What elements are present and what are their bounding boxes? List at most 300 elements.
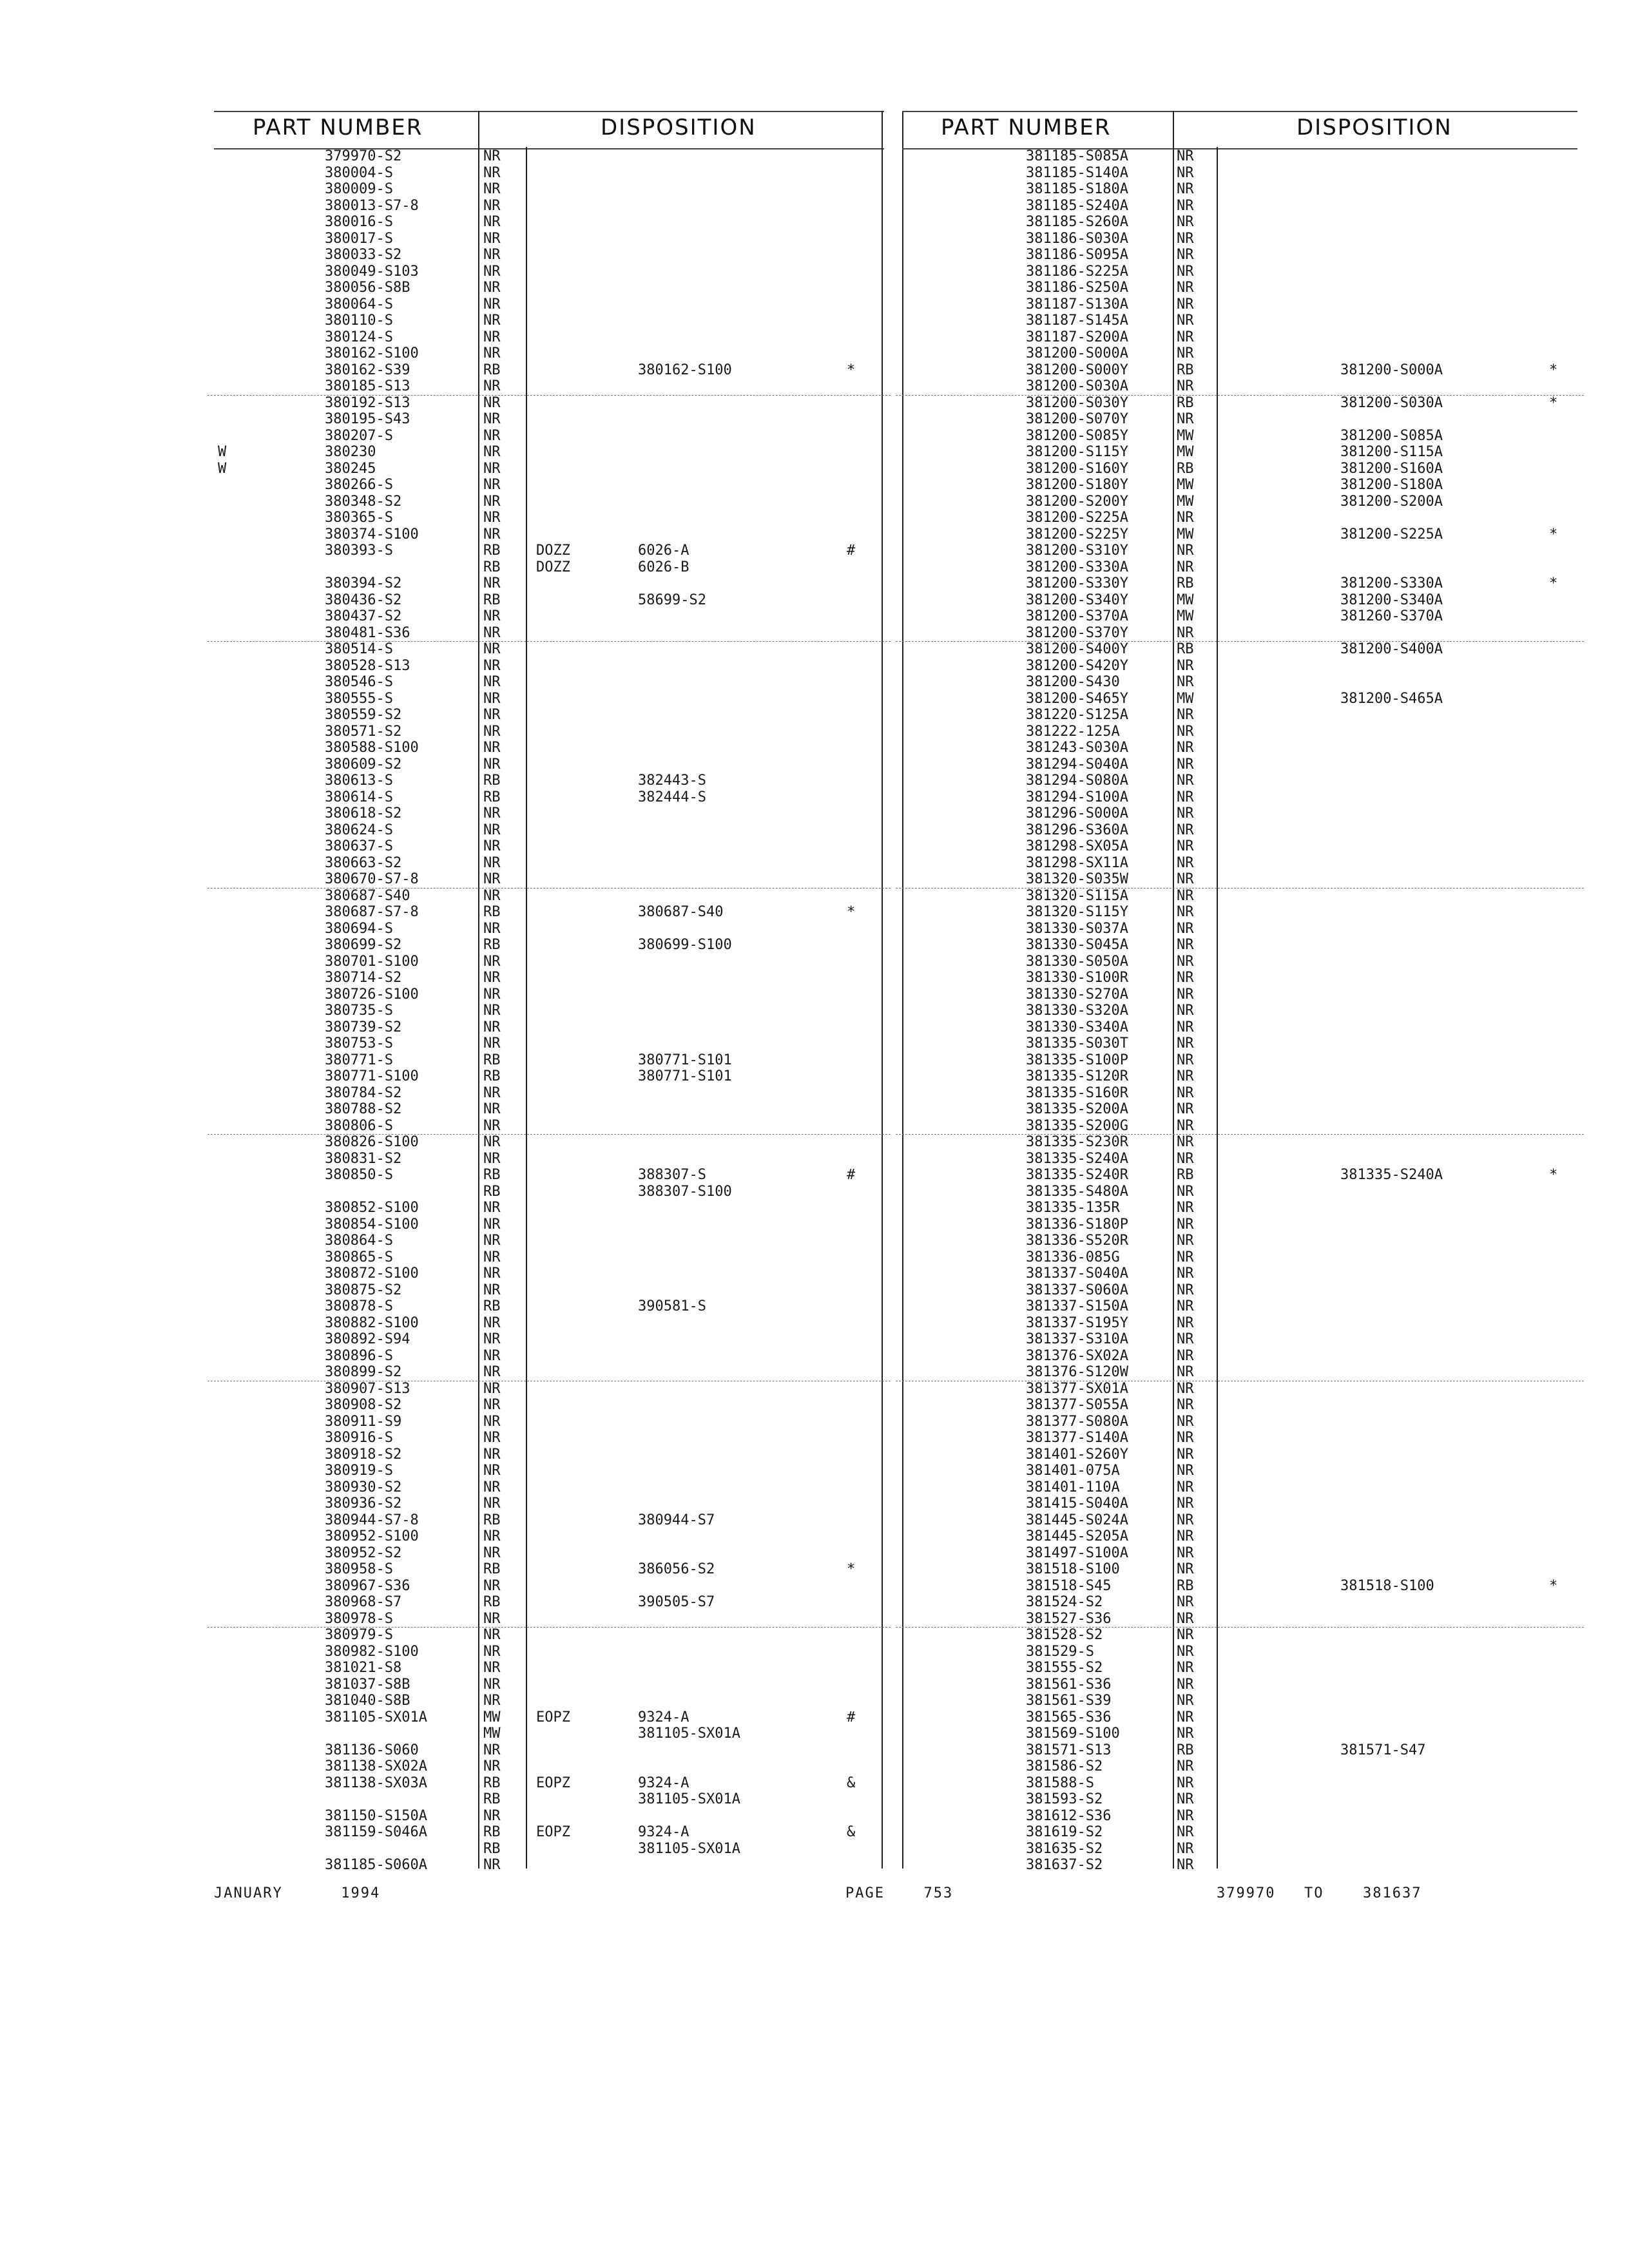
part-number: 380952-S100	[325, 1528, 419, 1544]
disposition-code: NR	[1177, 789, 1194, 805]
part-number: 381200-S030A	[1026, 378, 1128, 394]
table-row	[902, 1068, 1577, 1085]
table-row	[214, 1068, 884, 1085]
table-row	[214, 1118, 884, 1135]
disposition-code: NR	[1177, 411, 1194, 427]
table-row	[214, 280, 884, 296]
table-row	[902, 575, 1577, 592]
disposition-code: NR	[1177, 1183, 1194, 1200]
part-number: 381200-S000A	[1026, 345, 1128, 361]
disposition-code: NR	[483, 345, 501, 361]
table-row	[214, 1791, 884, 1808]
note-mark: *	[1549, 575, 1558, 591]
part-number: 380393-S	[325, 543, 393, 559]
replacement-part: 380944-S7	[638, 1512, 715, 1528]
table-row	[214, 592, 884, 609]
disposition-code: NR	[1177, 247, 1194, 263]
table-row	[214, 362, 884, 379]
table-row	[214, 181, 884, 198]
disposition-code: RB	[483, 1068, 501, 1084]
part-number: 380714-S2	[325, 970, 402, 986]
disposition-code: NR	[1177, 1643, 1194, 1660]
replacement-part: 380162-S100	[638, 361, 732, 378]
part-number: 381187-S130A	[1026, 296, 1128, 312]
part-number: 381445-S205A	[1026, 1528, 1128, 1544]
disposition-code: NR	[483, 214, 501, 230]
part-number: 380555-S	[325, 690, 393, 707]
table-row	[214, 740, 884, 756]
part-number: 381330-S320A	[1026, 1003, 1128, 1019]
part-number: 381136-S060	[325, 1742, 419, 1758]
part-number: 380514-S	[325, 641, 393, 657]
part-number: 380559-S2	[325, 707, 402, 723]
disposition-code: NR	[1177, 1725, 1194, 1742]
table-row	[902, 181, 1577, 198]
table-row	[214, 1200, 884, 1216]
table-row	[902, 1512, 1577, 1529]
replacement-part: 381200-S085A	[1340, 427, 1443, 444]
part-number: 381635-S2	[1026, 1840, 1103, 1857]
replacement-part: 6026-A	[638, 543, 689, 559]
part-number: 380726-S100	[325, 986, 419, 1003]
part-number: 380687-S40	[325, 887, 410, 904]
disposition-code: NR	[483, 1200, 501, 1216]
disposition-subcode: EOPZ	[536, 1824, 570, 1840]
disposition-code: NR	[1177, 197, 1194, 214]
disposition-code: NR	[1177, 1035, 1194, 1052]
disposition-code: NR	[1177, 986, 1194, 1003]
right-disposition-heading: DISPOSITION	[1296, 115, 1452, 140]
disposition-code: NR	[483, 674, 501, 690]
table-row	[902, 1561, 1577, 1578]
table-row	[902, 1824, 1577, 1841]
disposition-code: NR	[483, 1857, 501, 1873]
disposition-code: RB	[1177, 575, 1194, 591]
row-flag: W	[218, 444, 227, 460]
disposition-code: NR	[483, 887, 501, 904]
part-number: 381377-S140A	[1026, 1430, 1128, 1446]
disposition-code: NR	[1177, 1463, 1194, 1479]
note-mark: *	[847, 361, 856, 378]
part-number: 381593-S2	[1026, 1791, 1103, 1807]
part-number: 381377-SX01A	[1026, 1380, 1128, 1397]
table-row	[902, 822, 1577, 839]
part-number: 381200-S310Y	[1026, 543, 1128, 559]
table-row	[214, 1693, 884, 1709]
part-number: 381200-S340Y	[1026, 591, 1128, 608]
table-row	[214, 1414, 884, 1430]
disposition-code: NR	[1177, 805, 1194, 822]
disposition-code: NR	[483, 854, 501, 871]
part-number: 381200-S225A	[1026, 510, 1128, 526]
part-number: 380916-S	[325, 1430, 393, 1446]
part-number: 380878-S	[325, 1298, 393, 1314]
table-row	[902, 691, 1577, 707]
disposition-code: NR	[1177, 1676, 1194, 1693]
table-row	[902, 1594, 1577, 1611]
table-row	[214, 494, 884, 510]
part-number: 381296-S000A	[1026, 805, 1128, 822]
part-number: 380185-S13	[325, 378, 410, 394]
table-row	[902, 543, 1577, 559]
part-number: 380013-S7-8	[325, 197, 419, 214]
part-number: 381376-SX02A	[1026, 1347, 1128, 1364]
table-row	[214, 1725, 884, 1742]
table-row	[902, 888, 1577, 905]
disposition-code: RB	[483, 543, 501, 559]
disposition-code: NR	[483, 970, 501, 986]
disposition-code: MW	[1177, 493, 1194, 510]
table-row	[902, 247, 1577, 264]
part-number: 381401-S260Y	[1026, 1446, 1128, 1463]
disposition-code: NR	[483, 1331, 501, 1347]
disposition-code: NR	[1177, 1791, 1194, 1807]
table-row	[214, 1742, 884, 1759]
table-row	[214, 921, 884, 937]
table-row	[902, 1265, 1577, 1282]
table-row	[214, 641, 884, 658]
table-row	[214, 1857, 884, 1874]
replacement-part: 381260-S370A	[1340, 608, 1443, 624]
disposition-code: NR	[483, 1479, 501, 1495]
table-row	[214, 1315, 884, 1332]
part-number: 381336-085G	[1026, 1249, 1120, 1265]
table-row	[214, 986, 884, 1003]
table-row	[902, 148, 1577, 165]
table-row	[902, 1134, 1577, 1151]
part-number: 380195-S43	[325, 411, 410, 427]
part-number: 380806-S	[325, 1117, 393, 1134]
disposition-code: NR	[483, 1019, 501, 1035]
disposition-code: NR	[1177, 230, 1194, 247]
disposition-code: NR	[1177, 1068, 1194, 1084]
table-row	[214, 575, 884, 592]
part-number: 380701-S100	[325, 953, 419, 970]
part-number: 380624-S	[325, 822, 393, 838]
disposition-code: MW	[1177, 526, 1194, 543]
disposition-code: NR	[483, 1610, 501, 1627]
part-number: 381335-S230R	[1026, 1134, 1128, 1150]
table-row	[214, 1184, 884, 1200]
note-mark: #	[847, 543, 856, 559]
part-number: 380230	[325, 444, 376, 460]
disposition-code: NR	[1177, 773, 1194, 789]
disposition-code: NR	[483, 986, 501, 1003]
replacement-part: 58699-S2	[638, 591, 706, 608]
part-number: 381185-S140A	[1026, 164, 1128, 181]
part-number: 381588-S	[1026, 1774, 1094, 1791]
table-row	[902, 1545, 1577, 1562]
disposition-code: NR	[1177, 1265, 1194, 1282]
part-number: 380192-S13	[325, 394, 410, 411]
part-number: 381518-S100	[1026, 1561, 1120, 1577]
table-row	[902, 789, 1577, 806]
table-row	[214, 658, 884, 675]
part-number: 380907-S13	[325, 1380, 410, 1397]
disposition-code: NR	[483, 378, 501, 394]
part-number: 381555-S2	[1026, 1660, 1103, 1676]
part-number: 381200-S030Y	[1026, 394, 1128, 411]
table-row	[902, 461, 1577, 477]
part-number: 381200-S330Y	[1026, 575, 1128, 591]
row-flag: W	[218, 460, 227, 477]
disposition-code: NR	[483, 1134, 501, 1150]
table-row	[214, 1545, 884, 1562]
disposition-code: NR	[1177, 1249, 1194, 1265]
replacement-part: 381200-S000A	[1340, 361, 1443, 378]
disposition-code: NR	[483, 1742, 501, 1758]
table-row	[214, 707, 884, 724]
table-row	[902, 1035, 1577, 1052]
part-number: 381336-S180P	[1026, 1216, 1128, 1233]
disposition-code: NR	[1177, 1298, 1194, 1314]
table-row	[902, 1742, 1577, 1759]
table-row	[214, 296, 884, 313]
table-row	[214, 1677, 884, 1693]
table-row	[214, 805, 884, 822]
table-row	[214, 345, 884, 362]
replacement-part: 380771-S101	[638, 1052, 732, 1068]
table-row	[214, 1151, 884, 1168]
disposition-code: RB	[483, 1052, 501, 1068]
table-row	[214, 1594, 884, 1611]
table-row	[902, 165, 1577, 182]
part-number: 381185-S180A	[1026, 181, 1128, 197]
part-number: 381243-S030A	[1026, 740, 1128, 756]
disposition-code: NR	[483, 1643, 501, 1660]
note-mark: #	[847, 1709, 856, 1725]
table-row	[902, 970, 1577, 986]
replacement-part: 381105-SX01A	[638, 1791, 740, 1807]
table-row	[214, 198, 884, 215]
disposition-code: NR	[483, 1676, 501, 1693]
part-number: 381335-135R	[1026, 1200, 1120, 1216]
table-row	[902, 724, 1577, 740]
disposition-code: RB	[483, 591, 501, 608]
table-row	[214, 1331, 884, 1348]
disposition-code: NR	[483, 1397, 501, 1413]
disposition-code: NR	[1177, 1413, 1194, 1430]
disposition-code: NR	[1177, 1347, 1194, 1364]
part-number: 381337-S060A	[1026, 1282, 1128, 1298]
disposition-code: NR	[483, 263, 501, 280]
part-number: 381330-S037A	[1026, 920, 1128, 937]
replacement-part: 390505-S7	[638, 1594, 715, 1610]
table-row	[902, 1857, 1577, 1874]
disposition-code: MW	[1177, 608, 1194, 624]
table-row	[902, 214, 1577, 231]
table-row	[214, 378, 884, 395]
part-number: 381320-S115A	[1026, 887, 1128, 904]
disposition-code: NR	[483, 740, 501, 756]
part-number: 380699-S2	[325, 937, 402, 953]
disposition-code: NR	[483, 230, 501, 247]
left-disposition-heading: DISPOSITION	[601, 115, 757, 140]
table-row	[902, 1677, 1577, 1693]
disposition-code: NR	[1177, 1627, 1194, 1643]
part-number: 380739-S2	[325, 1019, 402, 1035]
part-number: 381561-S39	[1026, 1693, 1112, 1709]
table-row	[214, 477, 884, 494]
table-row	[902, 707, 1577, 724]
right-part-number-heading: PART NUMBER	[941, 115, 1112, 140]
part-number: 381528-S2	[1026, 1627, 1103, 1643]
part-number: 380694-S	[325, 920, 393, 937]
table-row	[902, 411, 1577, 428]
part-number: 380670-S7-8	[325, 871, 419, 887]
disposition-code: NR	[483, 1430, 501, 1446]
part-number: 381637-S2	[1026, 1857, 1103, 1873]
part-number: 381445-S024A	[1026, 1512, 1128, 1528]
replacement-part: 381518-S100	[1340, 1577, 1434, 1594]
table-row	[902, 592, 1577, 609]
note-mark: *	[847, 904, 856, 920]
disposition-code: NR	[483, 1544, 501, 1561]
table-row	[902, 904, 1577, 921]
table-row	[214, 838, 884, 855]
part-number: 381200-S115Y	[1026, 444, 1128, 460]
part-number: 381296-S360A	[1026, 822, 1128, 838]
replacement-part: 382443-S	[638, 773, 706, 789]
disposition-code: NR	[1177, 312, 1194, 329]
part-number: 380162-S39	[325, 361, 410, 378]
disposition-code: NR	[483, 1282, 501, 1298]
table-row	[214, 1808, 884, 1825]
part-number: 380918-S2	[325, 1446, 402, 1463]
table-row	[214, 724, 884, 740]
disposition-code: NR	[483, 181, 501, 197]
part-number: 381186-S225A	[1026, 263, 1128, 280]
part-number: 380826-S100	[325, 1134, 419, 1150]
part-number: 381586-S2	[1026, 1758, 1103, 1774]
table-row	[902, 296, 1577, 313]
part-number: 381200-S330A	[1026, 559, 1128, 575]
right-table-header	[902, 111, 1577, 149]
disposition-code: MW	[1177, 591, 1194, 608]
disposition-code: RB	[1177, 1577, 1194, 1594]
table-row	[214, 1709, 884, 1726]
table-row	[902, 1052, 1577, 1069]
replacement-part: 381105-SX01A	[638, 1840, 740, 1857]
table-row	[214, 1298, 884, 1315]
disposition-code: NR	[483, 1150, 501, 1167]
part-number: 381185-S085A	[1026, 148, 1128, 164]
part-number: 381320-S115Y	[1026, 904, 1128, 920]
table-row	[902, 954, 1577, 970]
disposition-code: NR	[483, 1035, 501, 1052]
part-number: 381524-S2	[1026, 1594, 1103, 1610]
replacement-part: 9324-A	[638, 1824, 689, 1840]
note-mark: *	[1549, 361, 1558, 378]
replacement-part: 9324-A	[638, 1709, 689, 1725]
disposition-code: NR	[1177, 854, 1194, 871]
disposition-code: RB	[1177, 361, 1194, 378]
part-number: 381200-S430	[1026, 674, 1120, 690]
table-row	[214, 691, 884, 707]
disposition-code: RB	[483, 789, 501, 805]
disposition-code: NR	[483, 641, 501, 657]
table-row	[902, 1249, 1577, 1266]
table-row	[902, 494, 1577, 510]
part-number: 380979-S	[325, 1627, 393, 1643]
part-number: 380614-S	[325, 789, 393, 805]
disposition-code: NR	[483, 1249, 501, 1265]
table-row	[214, 855, 884, 872]
part-number: 380687-S7-8	[325, 904, 419, 920]
disposition-code: RB	[1177, 460, 1194, 477]
disposition-code: MW	[483, 1709, 501, 1725]
part-number: 381415-S040A	[1026, 1495, 1128, 1512]
table-row	[902, 1315, 1577, 1332]
part-number: 381187-S145A	[1026, 312, 1128, 329]
table-row	[902, 428, 1577, 445]
disposition-code: NR	[1177, 1693, 1194, 1709]
footer-range	[1217, 1885, 1422, 1901]
part-number: 381186-S030A	[1026, 230, 1128, 247]
disposition-code: NR	[1177, 822, 1194, 838]
part-number: 380637-S	[325, 838, 393, 854]
table-row	[902, 1528, 1577, 1545]
part-number: 381571-S13	[1026, 1742, 1112, 1758]
replacement-part: 381200-S180A	[1340, 477, 1443, 493]
table-row	[902, 345, 1577, 362]
disposition-code: NR	[483, 296, 501, 312]
part-number: 381200-S400Y	[1026, 641, 1128, 657]
table-row	[902, 1791, 1577, 1808]
disposition-code: NR	[483, 920, 501, 937]
part-number: 381185-S240A	[1026, 197, 1128, 214]
footer-date	[214, 1885, 380, 1901]
disposition-code: NR	[483, 1446, 501, 1463]
disposition-code: NR	[1177, 707, 1194, 723]
table-row	[214, 428, 884, 445]
table-row	[214, 1364, 884, 1381]
replacement-part: 381571-S47	[1340, 1742, 1426, 1758]
disposition-code: NR	[1177, 1019, 1194, 1035]
disposition-code: NR	[483, 164, 501, 181]
disposition-code: RB	[1177, 641, 1194, 657]
part-number: 380875-S2	[325, 1282, 402, 1298]
part-number: 380771-S	[325, 1052, 393, 1068]
table-row	[902, 1644, 1577, 1660]
disposition-code: NR	[1177, 838, 1194, 854]
part-number: 380110-S	[325, 312, 393, 329]
part-number: 381186-S250A	[1026, 280, 1128, 296]
disposition-subcode: DOZZ	[536, 543, 570, 559]
part-number: 380016-S	[325, 214, 393, 230]
table-row	[214, 312, 884, 329]
disposition-code: RB	[1177, 394, 1194, 411]
footer-month: JANUARY	[214, 1885, 283, 1901]
table-row	[902, 312, 1577, 329]
disposition-code: NR	[1177, 1709, 1194, 1725]
part-number: 381185-S260A	[1026, 214, 1128, 230]
disposition-code: NR	[1177, 1430, 1194, 1446]
table-row	[902, 1216, 1577, 1233]
part-number: 380892-S94	[325, 1331, 410, 1347]
part-number: 381186-S095A	[1026, 247, 1128, 263]
disposition-code: NR	[1177, 887, 1194, 904]
part-number: 380872-S100	[325, 1265, 419, 1282]
replacement-part: 388307-S100	[638, 1183, 732, 1200]
table-row	[214, 1249, 884, 1266]
part-number: 380348-S2	[325, 493, 402, 510]
part-number: 380936-S2	[325, 1495, 402, 1512]
footer-year: 1994	[341, 1885, 381, 1901]
disposition-code: RB	[1177, 1167, 1194, 1183]
table-row	[902, 1233, 1577, 1249]
disposition-code: NR	[1177, 657, 1194, 674]
